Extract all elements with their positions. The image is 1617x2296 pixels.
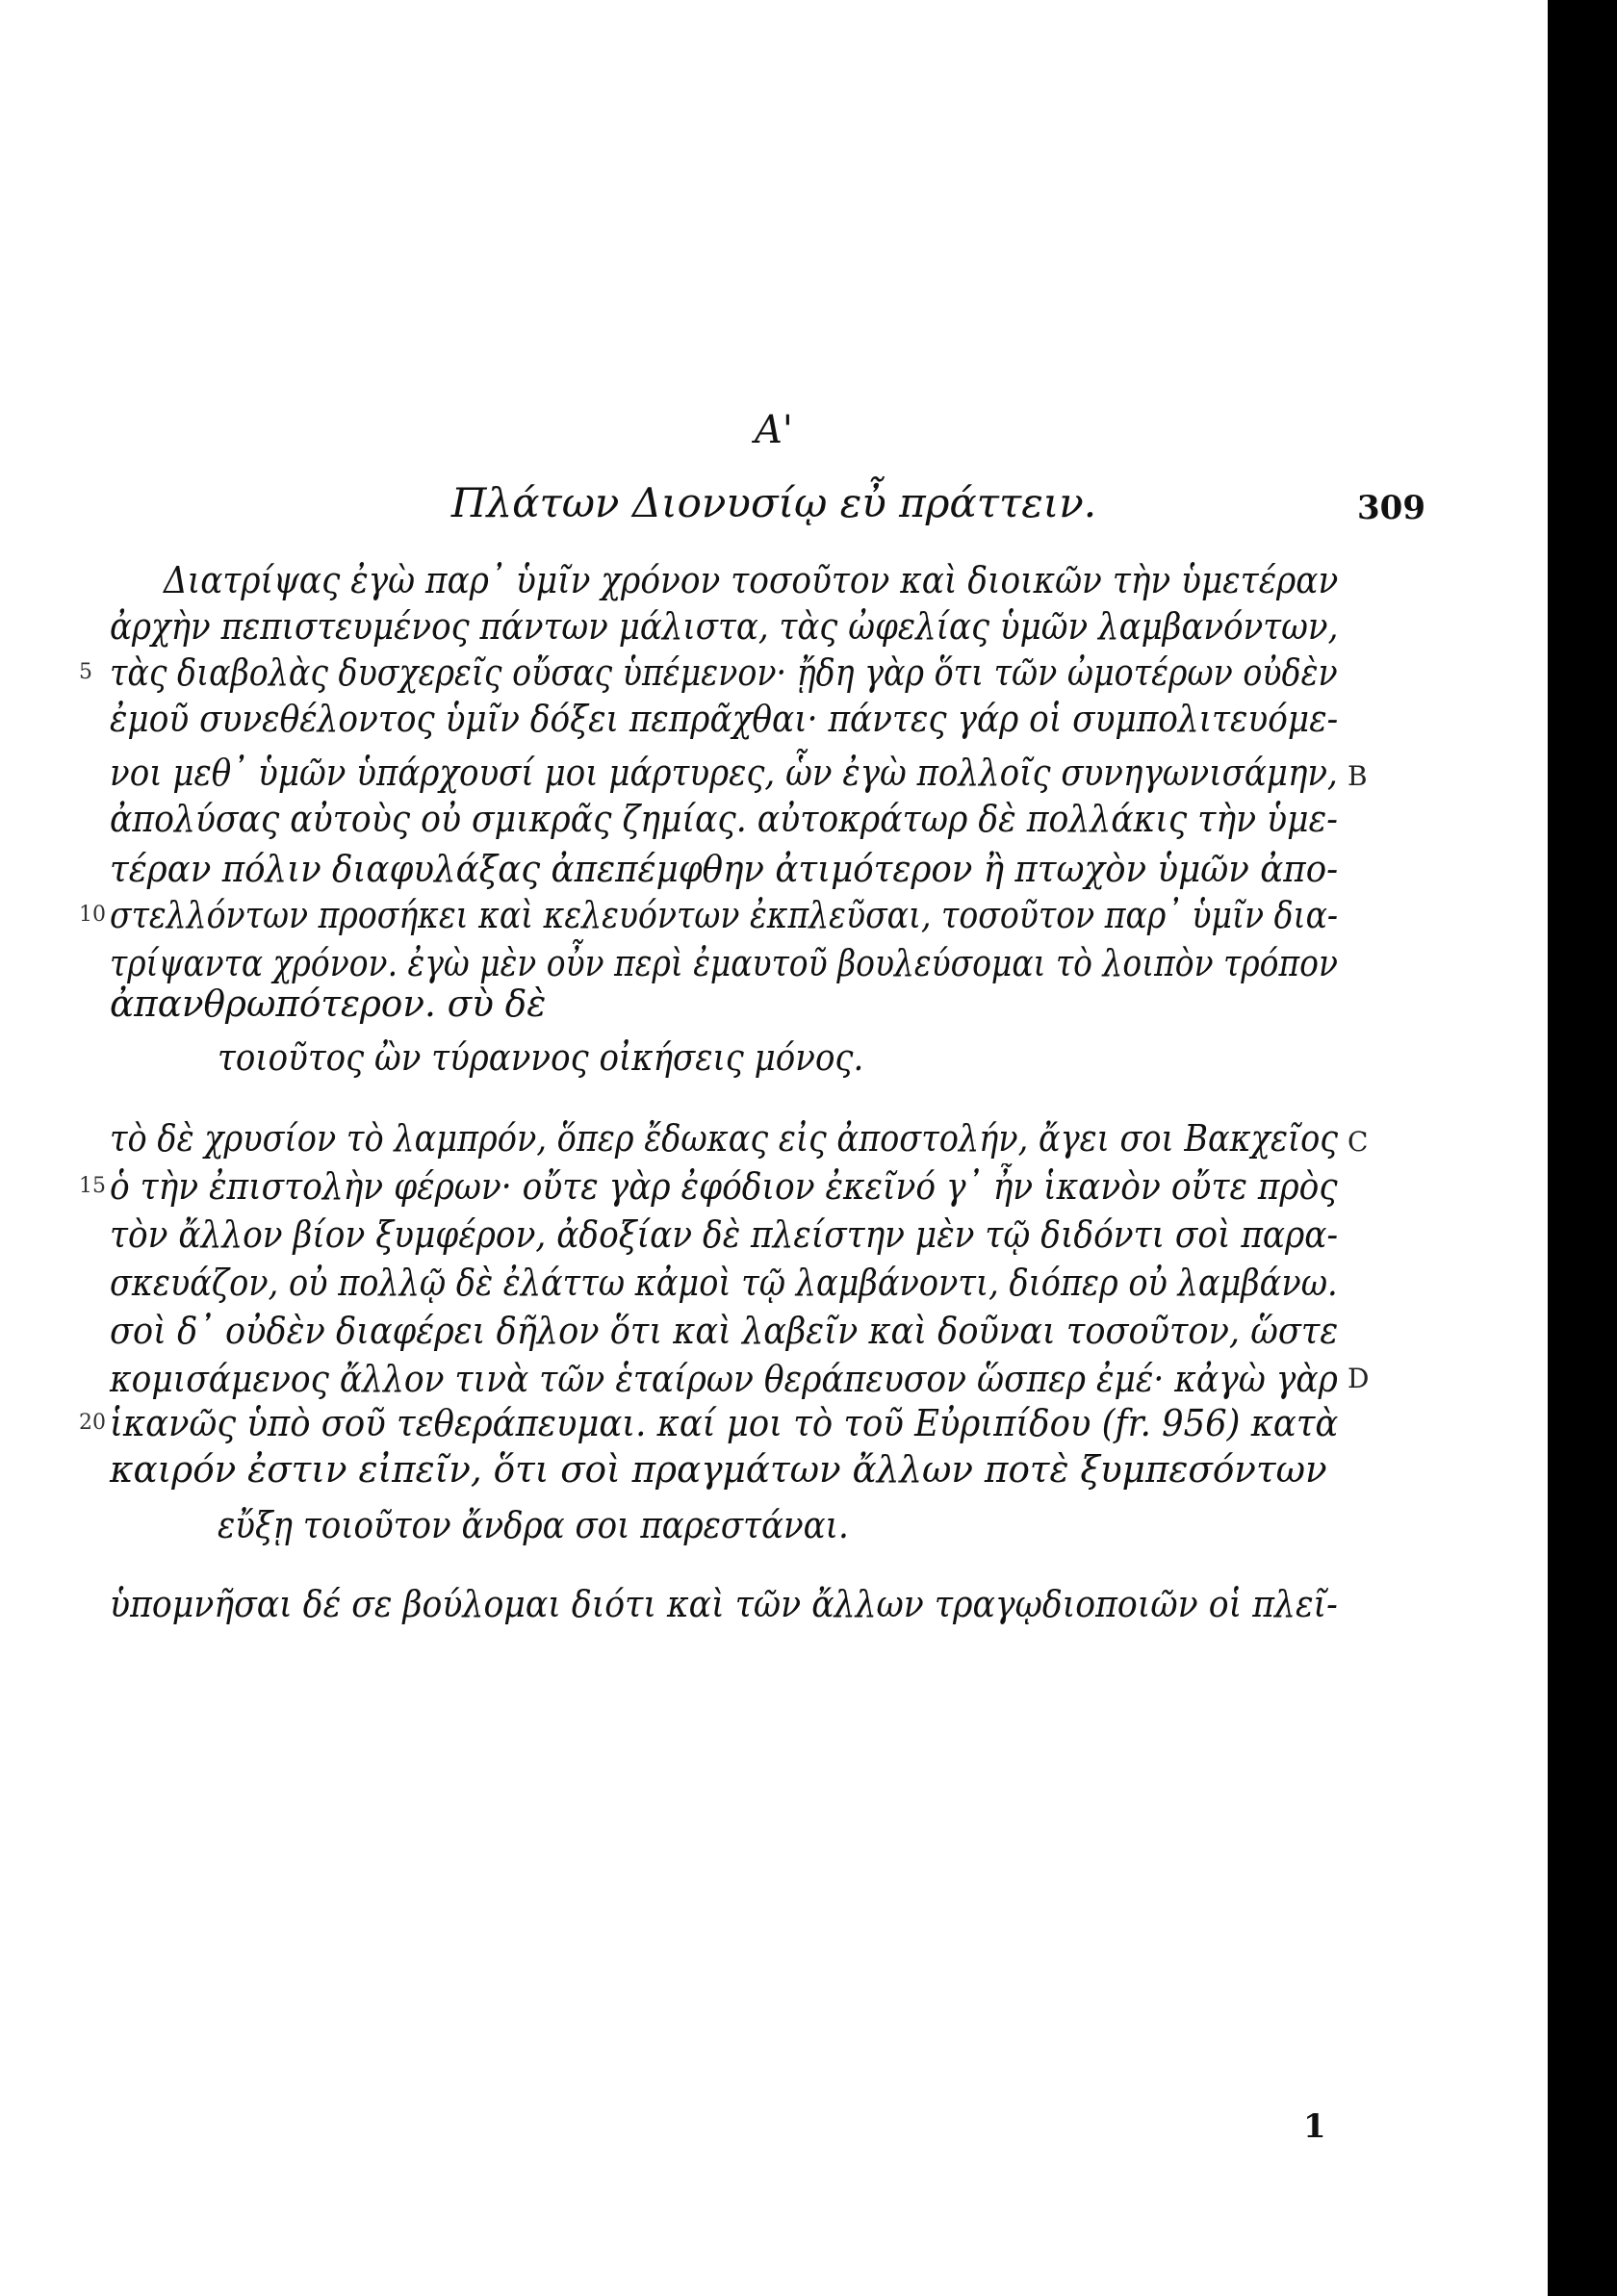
text-line: ὑπομνῆσαι δέ σε βούλομαι διότι καὶ τῶν ἄλλων τραγῳδιοποιῶν οἱ πλεῖ- [110, 1583, 1338, 1625]
text-line: τὸ δὲ χρυσίον τὸ λαμπρόν, ὅπερ ἔδωκας εἰς ἀποστολήν, ἄγει σοι Βακχεῖος [110, 1117, 1339, 1160]
text-line: τέραν πόλιν διαφυλάξας ἀπεπέμφθην ἀτιμότερον ἢ πτωχὸν ὑμῶν ἀπο- [110, 848, 1339, 890]
line-number: 10 [79, 903, 106, 927]
text-line: νοι μεθ᾽ ὑμῶν ὑπάρχουσί μοι μάρτυρες, ὧν ἐγὼ πολλοῖς συνηγωνισάμην, [110, 752, 1338, 794]
text-line: σκευάζον, οὐ πολλῷ δὲ ἐλάττω κἀμοὶ τῷ λαμβάνοντι, διόπερ οὐ λαμβάνω. [110, 1262, 1338, 1304]
text-line: τὸν ἄλλον βίον ξυμφέρον, ἀδοξίαν δὲ πλείστην μὲν τῷ διδόντι σοὶ παρα- [110, 1213, 1339, 1256]
folio-number: 1 [1303, 2107, 1326, 2146]
line-number: 15 [79, 1174, 106, 1198]
line-number: 5 [79, 660, 92, 684]
letter-title: Πλάτων Διονυσίῳ εὖ πράττειν. [450, 479, 1097, 526]
text-line: τρίψαντα χρόνον. ἐγὼ μὲν οὖν περὶ ἐμαυτοῦ βουλεύσομαι τὸ λοιπὸν τρόπον [110, 942, 1339, 984]
text-line: τὰς διαβολὰς δυσχερεῖς οὔσας ὑπέμενον· ᾔδη γὰρ ὅτι τῶν ὠμοτέρων οὐδὲν [110, 651, 1338, 694]
verse-line: εὔξῃ τοιοῦτον ἄνδρα σοι παρεστάναι. [218, 1504, 849, 1546]
text-line: στελλόντων προσήκει καὶ κελευόντων ἐκπλεῦσαι, τοσοῦτον παρ᾽ ὑμῖν δια- [110, 894, 1339, 936]
text-line: Διατρίψας ἐγὼ παρ᾽ ὑμῖν χρόνον τοσοῦτον καὶ διοικῶν τὴν ὑμετέραν [164, 559, 1339, 601]
text-line: σοὶ δ᾽ οὐδὲν διαφέρει δῆλον ὅτι καὶ λαβεῖν καὶ δοῦναι τοσοῦτον, ὥστε [110, 1310, 1339, 1352]
text-line: κομισάμενος ἄλλον τινὰ τῶν ἑταίρων θεράπευσον ὥσπερ ἐμέ· κἀγὼ γὰρ [110, 1358, 1338, 1400]
stephanus-margin-letter: B [1348, 760, 1368, 792]
text-line: ἀπανθρωπότερον. σὺ δὲ [110, 982, 547, 1025]
line-number: 20 [79, 1411, 106, 1435]
verse-line: τοιοῦτος ὢν τύραννος οἰκήσεις μόνος. [218, 1036, 864, 1079]
text-line: καιρόν ἐστιν εἰπεῖν, ὅτι σοὶ πραγμάτων ἄλλων ποτὲ ξυμπεσόντων [110, 1448, 1327, 1491]
text-line: ἀρχὴν πεπιστευμένος πάντων μάλιστα, τὰς ὠφελίας ὑμῶν λαμβανόντων, [110, 605, 1339, 648]
text-line: ἱκανῶς ὑπὸ σοῦ τεθεράπευμαι. καί μοι τὸ τοῦ Εὐριπίδου (fr. 956) κατὰ [110, 1402, 1339, 1444]
stephanus-margin-letter: C [1348, 1126, 1369, 1158]
letter-number: Α' [755, 408, 793, 452]
text-line: ὁ τὴν ἐπιστολὴν φέρων· οὔτε γὰρ ἐφόδιον ἐκεῖνό γ᾽ ἦν ἱκανὸν οὔτε πρὸς [110, 1165, 1338, 1208]
stephanus-page-number: 309 [1357, 489, 1425, 527]
text-line: ἐμοῦ συνεθέλοντος ὑμῖν δόξει πεπρᾶχθαι· πάντες γάρ οἱ συμπολιτευόμε- [110, 698, 1339, 740]
stephanus-margin-letter: D [1348, 1363, 1370, 1394]
text-line: ἀπολύσας αὐτοὺς οὐ σμικρᾶς ζημίας. αὐτοκράτωρ δὲ πολλάκις τὴν ὑμε- [110, 798, 1338, 840]
